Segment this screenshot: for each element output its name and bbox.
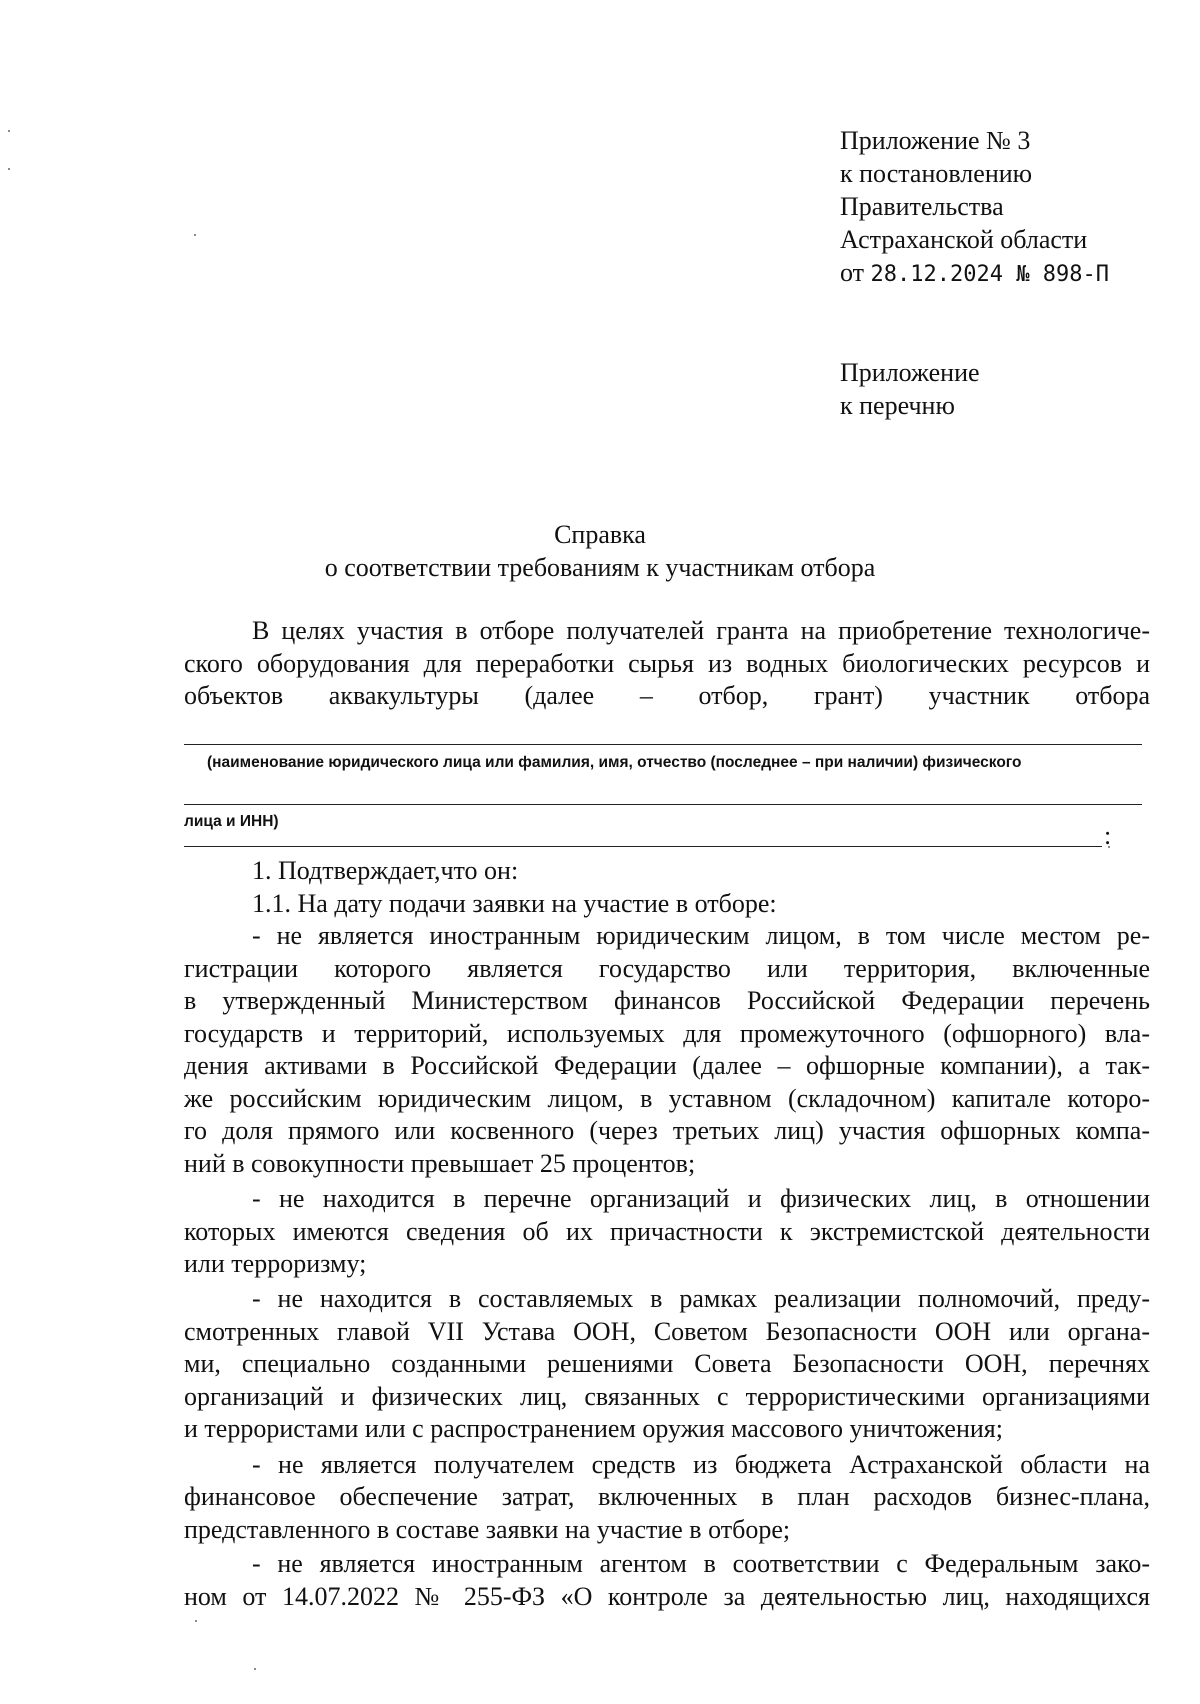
bullet-2-line: которых имеются сведения об их причастности к экстремистской деятельности xyxy=(184,1217,1150,1246)
bullet-1-line: го доля прямого или косвенного (через третьих лиц) участия офшорных компа- xyxy=(184,1116,1150,1145)
bullet-3-line: организаций и физических лиц, связанных с террористическими организациями xyxy=(184,1382,1150,1411)
intro-line: объектов аквакультуры (далее – отбор, грант) участник отбора xyxy=(184,681,1150,710)
decree-date-number: 28.12.2024 № 898-П xyxy=(870,262,1109,287)
subheader-line: к перечню xyxy=(840,391,955,420)
bullet-2-line: или терроризму; xyxy=(184,1249,367,1278)
bullet-5-line: - не является иностранным агентом в соответствии с Федеральным зако- xyxy=(252,1549,1150,1578)
scan-speck xyxy=(195,1620,197,1622)
header-line: Астраханской области xyxy=(840,225,1088,254)
participant-inn-rule xyxy=(184,846,1102,847)
subheader-line: Приложение xyxy=(840,358,980,387)
bullet-1-line: государств и территорий, используемых для промежуточного (офшорного) вла- xyxy=(184,1019,1150,1048)
bullet-1-line: в утвержденный Министерством финансов Российской Федерации перечень xyxy=(184,986,1150,1015)
list-appendix-header xyxy=(840,356,1160,422)
bullet-1-line: дения активами в Российской Федерации (далее – офшорные компании), а так- xyxy=(184,1051,1150,1080)
document-subtitle: о соответствии требованиям к участникам отбора xyxy=(324,553,876,582)
bullet-3-line: - не находится в составляемых в рамках реализации полномочий, преду- xyxy=(252,1284,1150,1313)
bullet-4-line: представленного в составе заявки на участие в отборе; xyxy=(184,1515,791,1544)
section-1: 1. Подтверждает,что он: xyxy=(252,856,519,885)
bullet-1-line: гистрации которого является государство или территория, включенные xyxy=(184,954,1150,983)
participant-name-rule xyxy=(184,744,1142,745)
scan-speck xyxy=(254,1668,256,1670)
bullet-2-line: - не находится в перечне организаций и физических лиц, в отношении xyxy=(252,1184,1150,1213)
header-line: к постановлению xyxy=(840,159,1033,188)
header-line: Правительства xyxy=(840,192,1004,221)
scan-speck xyxy=(8,168,10,170)
bullet-1-line: ний в совокупности превышает 25 процентов; xyxy=(184,1149,696,1178)
bullet-1-line: же российским юридическим лицом, в уставном (складочном) капитале которо- xyxy=(184,1084,1150,1113)
name-field-caption: (наименование юридического лица или фамилия, имя, отчество (последнее – при наличии) физического xyxy=(207,754,1022,771)
bullet-3-line: смотренных главой VII Устава ООН, Советом Безопасности ООН или органа- xyxy=(184,1317,1150,1346)
bullet-1-line: - не является иностранным юридическим лицом, в том числе местом ре- xyxy=(252,921,1150,950)
bullet-3-line: и террористами или с распространением оружия массового уничтожения; xyxy=(184,1414,1003,1443)
bullet-5-line: ном от 14.07.2022 № 255-ФЗ «О контроле за деятельностью лиц, находящихся xyxy=(184,1582,1150,1611)
header-line: Приложение № 3 xyxy=(840,126,1031,155)
bullet-4-line: - не является получателем средств из бюджета Астраханской области на xyxy=(252,1450,1150,1479)
scan-speck xyxy=(8,130,10,132)
form-colon: : xyxy=(1104,821,1112,850)
appendix-header xyxy=(840,124,1160,291)
date-prefix: от xyxy=(840,258,865,287)
header-date-line xyxy=(840,256,1160,291)
bullet-3-line: ми, специально созданными решениями Совета Безопасности ООН, перечнях xyxy=(184,1349,1150,1378)
name-field-caption-cont: лица и ИНН) xyxy=(184,813,279,830)
section-1-1: 1.1. На дату подачи заявки на участие в отборе: xyxy=(252,889,777,918)
document-title: Справка xyxy=(554,520,646,549)
intro-line: В целях участия в отборе получателей гранта на приобретение технологиче- xyxy=(252,616,1150,645)
bullet-4-line: финансовое обеспечение затрат, включенных в план расходов бизнес-плана, xyxy=(184,1482,1150,1511)
scan-speck xyxy=(194,234,196,236)
intro-line: ского оборудования для переработки сырья из водных биологических ресурсов и xyxy=(184,649,1150,678)
participant-name-rule-2 xyxy=(184,804,1142,805)
